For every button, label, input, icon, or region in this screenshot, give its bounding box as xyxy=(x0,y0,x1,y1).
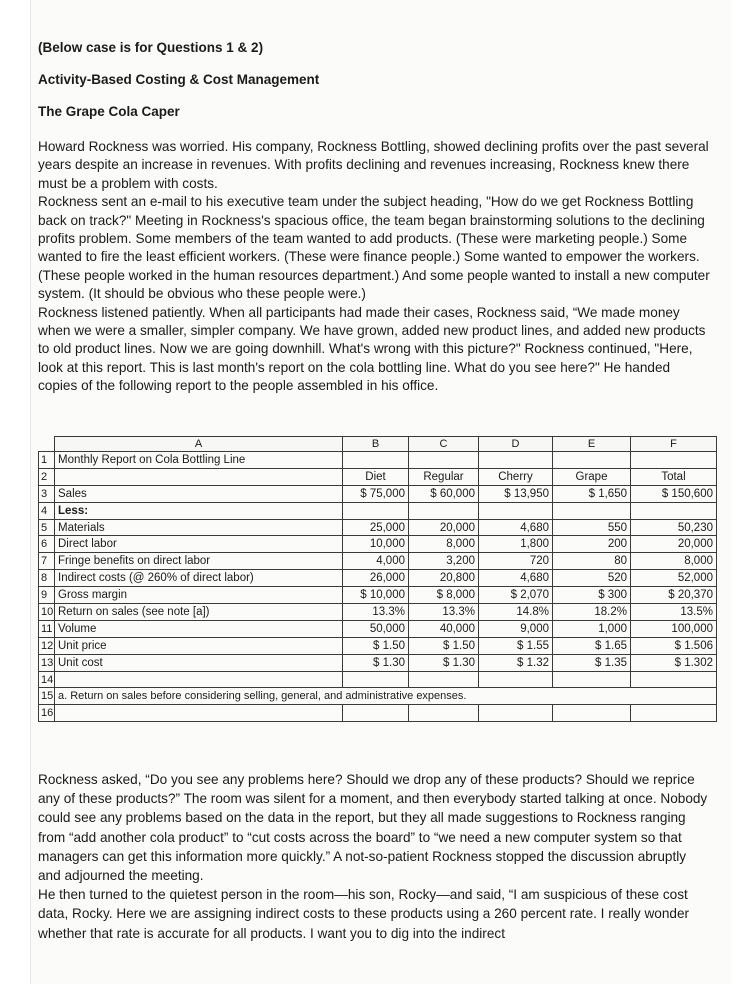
cell-value: $ 75,000 xyxy=(343,485,409,502)
row-number: 15 xyxy=(39,688,55,705)
cell-value: $ 1,650 xyxy=(553,485,631,502)
row-number: 4 xyxy=(39,502,55,519)
cell-value: 50,230 xyxy=(631,519,717,536)
cell-value: 100,000 xyxy=(631,620,717,637)
table-row xyxy=(39,553,717,570)
outro-paragraph-1: Rockness asked, “Do you see any problems here? Should we drop any of these products? Should we reprice any of these products?” The room was silent for a moment, and then everybody started talking at once. Nobody could see any problems based on the data in the report, but they all made suggestions to Rockness ranging from “add another cola product” to “cut costs across the board” to “we need a new computer system so that managers can get this information more quickly.” A not-so-patient Rockness stopped the discussion abruptly and adjourned the meeting. xyxy=(38,772,708,884)
cell-value: $ 150,600 xyxy=(631,485,717,502)
product-header: Cherry xyxy=(479,468,553,485)
column-header: C xyxy=(409,437,479,452)
row-number: 16 xyxy=(39,705,55,722)
cell-value: 520 xyxy=(553,570,631,587)
cell-value: 14.8% xyxy=(479,604,553,621)
cell-value: $ 1.50 xyxy=(409,637,479,654)
table-row xyxy=(39,654,717,671)
row-number: 2 xyxy=(39,468,55,485)
table-row xyxy=(39,468,717,485)
product-header: Regular xyxy=(409,468,479,485)
product-header: Diet xyxy=(343,468,409,485)
row-number: 12 xyxy=(39,637,55,654)
cell-value: $ 1.302 xyxy=(631,654,717,671)
cell-value: $ 1.32 xyxy=(479,654,553,671)
column-header: B xyxy=(343,437,409,452)
column-header: E xyxy=(553,437,631,452)
cell-value: 20,000 xyxy=(409,519,479,536)
cell-value: $ 10,000 xyxy=(343,587,409,604)
cell-value: 40,000 xyxy=(409,620,479,637)
case-note: (Below case is for Questions 1 & 2) xyxy=(38,40,264,55)
cell-value: 4,680 xyxy=(479,570,553,587)
cell-value: $ 8,000 xyxy=(409,587,479,604)
row-number: 3 xyxy=(39,485,55,502)
cell-value: $ 1.35 xyxy=(553,654,631,671)
cell-value: 10,000 xyxy=(343,536,409,553)
cell-value: $ 1.65 xyxy=(553,637,631,654)
cell-value: $ 13,950 xyxy=(479,485,553,502)
table-row xyxy=(39,671,717,688)
cell-value: $ 1.506 xyxy=(631,637,717,654)
row-number: 8 xyxy=(39,570,55,587)
row-number: 14 xyxy=(39,671,55,688)
table-row xyxy=(39,452,717,469)
cell-value: 13.5% xyxy=(631,604,717,621)
cell-value: 20,000 xyxy=(631,536,717,553)
cell-value: 50,000 xyxy=(343,620,409,637)
table-row xyxy=(39,485,717,502)
row-number: 1 xyxy=(39,452,55,469)
cell-value: $ 1.30 xyxy=(409,654,479,671)
table-row xyxy=(39,705,717,722)
row-number: 13 xyxy=(39,654,55,671)
intro-paragraph-1: Howard Rockness was worried. His company, Rockness Bottling, showed declining profits over the past several years despite an increase in revenues. With profits declining and revenues increasing, Rockness knew there must be a problem with costs. xyxy=(38,139,709,191)
cell-value: 18.2% xyxy=(553,604,631,621)
column-header: D xyxy=(479,437,553,452)
row-label: Gross margin xyxy=(55,587,343,604)
cell-value: 8,000 xyxy=(409,536,479,553)
intro-text xyxy=(38,138,710,396)
row-number: 10 xyxy=(39,604,55,621)
row-number: 9 xyxy=(39,587,55,604)
cell-value: $ 1.55 xyxy=(479,637,553,654)
row-number: 11 xyxy=(39,620,55,637)
product-header: Grape xyxy=(553,468,631,485)
row-label: Unit cost xyxy=(55,654,343,671)
table-row xyxy=(39,604,717,621)
cell-value: 25,000 xyxy=(343,519,409,536)
cell-value: 200 xyxy=(553,536,631,553)
table-row xyxy=(39,570,717,587)
cell-value: 8,000 xyxy=(631,553,717,570)
row-label: Materials xyxy=(55,519,343,536)
cell-value: $ 1.30 xyxy=(343,654,409,671)
case-title: The Grape Cola Caper xyxy=(38,104,180,119)
intro-paragraph-3: Rockness listened patiently. When all participants had made their cases, Rockness said, “We made money when we were a smaller, simpler company. We have grown, added new product lines, and added new products to old product lines. Now we are going downhill. What's wrong with this picture?" Rockness continued, "Here, look at this report. This is last month's report on the cola bottling line. What do you see here?" He handed copies of the following report to the people assembled in his office. xyxy=(38,304,706,394)
table-row xyxy=(39,637,717,654)
outro-paragraph-2: He then turned to the quietest person in the room—his son, Rocky—and said, “I am suspicious of these cost data, Rocky. Here we are assigning indirect costs to these products using a 260 percent rate. I really wonder whether that rate is accurate for all products. I want you to dig into the indirect xyxy=(38,887,690,941)
row-label: Fringe benefits on direct labor xyxy=(55,553,343,570)
cell-value: 1,000 xyxy=(553,620,631,637)
table-row xyxy=(39,688,717,705)
row-label: Volume xyxy=(55,620,343,637)
cell-value: 13.3% xyxy=(343,604,409,621)
cell-value: $ 60,000 xyxy=(409,485,479,502)
chapter-heading: Activity-Based Costing & Cost Management xyxy=(38,72,320,87)
cell-value: $ 20,370 xyxy=(631,587,717,604)
row-label: Direct labor xyxy=(55,536,343,553)
table-row xyxy=(39,587,717,604)
row-label: Indirect costs (@ 260% of direct labor) xyxy=(55,570,343,587)
cell-value: $ 1.50 xyxy=(343,637,409,654)
row-label: Unit price xyxy=(55,637,343,654)
cell-value: 9,000 xyxy=(479,620,553,637)
table-row xyxy=(39,519,717,536)
column-header-row xyxy=(39,437,717,452)
row-number: 7 xyxy=(39,553,55,570)
table-row xyxy=(39,620,717,637)
cell-value: $ 300 xyxy=(553,587,631,604)
cell-value: 720 xyxy=(479,553,553,570)
cell-value: 13.3% xyxy=(409,604,479,621)
row-label: Sales xyxy=(55,485,343,502)
cell-value: 1,800 xyxy=(479,536,553,553)
row-label: Return on sales (see note [a]) xyxy=(55,604,343,621)
footnote: a. Return on sales before considering selling, general, and administrative expenses. xyxy=(55,688,717,705)
product-header: Total xyxy=(631,468,717,485)
outro-text xyxy=(38,770,710,943)
cell-value: 20,800 xyxy=(409,570,479,587)
cell-value: 26,000 xyxy=(343,570,409,587)
row-number: 5 xyxy=(39,519,55,536)
intro-paragraph-2: Rockness sent an e-mail to his executive team under the subject heading, "How do we get Rockness Bottling back on track?" Meeting in Rockness's spacious office, the team began brainstorming solutions to the declining profits problem. Some members of the team wanted to add products. (These were marketing people.) Some wanted to fire the least efficient workers. (These were finance people.) Some wanted to empower the workers. (These people worked in the human resources department.) And some people wanted to install a new computer system. (It should be obvious who these people were.) xyxy=(38,194,710,302)
column-header: A xyxy=(55,437,343,452)
cell-value: 52,000 xyxy=(631,570,717,587)
table-row xyxy=(39,536,717,553)
cell-value: 80 xyxy=(553,553,631,570)
cell-value: 4,000 xyxy=(343,553,409,570)
row-label: Monthly Report on Cola Bottling Line xyxy=(55,452,343,469)
cell-value: 550 xyxy=(553,519,631,536)
cell-value: 3,200 xyxy=(409,553,479,570)
row-label: Less: xyxy=(55,502,343,519)
row-number: 6 xyxy=(39,536,55,553)
table-row xyxy=(39,502,717,519)
cola-report-spreadsheet xyxy=(38,436,716,762)
cell-value: 4,680 xyxy=(479,519,553,536)
column-header: F xyxy=(631,437,717,452)
cell-value: $ 2,070 xyxy=(479,587,553,604)
